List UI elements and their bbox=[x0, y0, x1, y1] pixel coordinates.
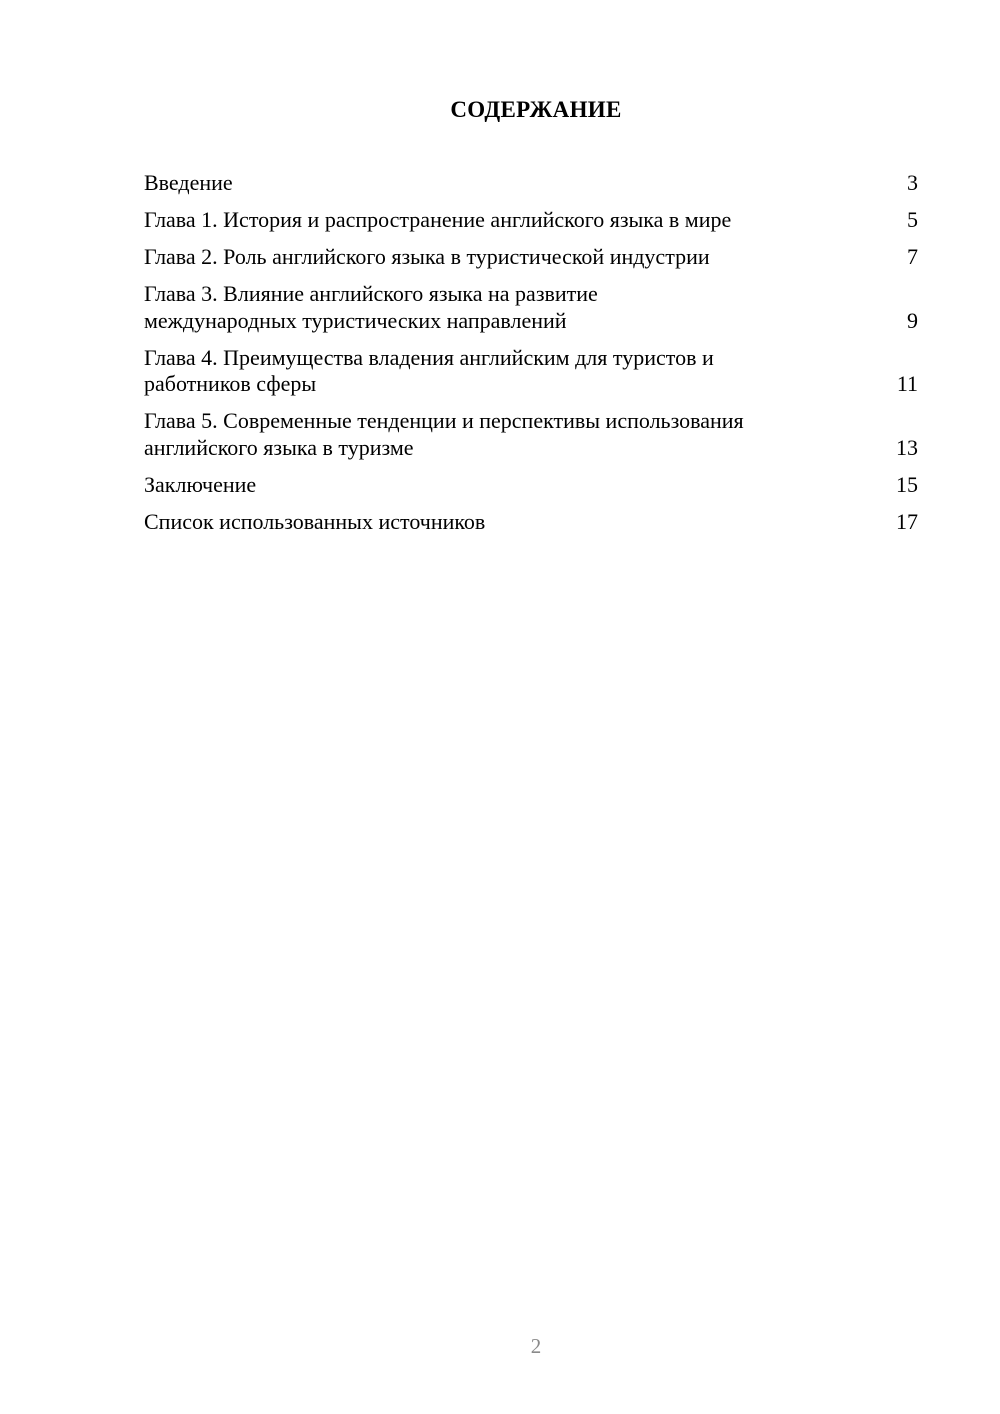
toc-entry-page: 15 bbox=[896, 471, 918, 497]
toc-entry-text: Введение bbox=[144, 170, 233, 195]
toc-entry-text: Глава 1. История и распространение английского языка в мире bbox=[144, 207, 732, 232]
toc-entry-chapter-1 bbox=[144, 207, 918, 234]
table-of-contents bbox=[144, 170, 918, 546]
toc-entry-chapter-5 bbox=[144, 408, 918, 461]
toc-entry-text: Глава 4. Преимущества владения английским для туристов и работников сферы bbox=[144, 344, 714, 396]
toc-entry-text: Список использованных источников bbox=[144, 508, 486, 534]
toc-entry-chapter-4 bbox=[144, 345, 918, 398]
toc-entry-text: Глава 2. Роль английского языка в туристической индустрии bbox=[144, 244, 710, 269]
toc-entry-text: Глава 3. Влияние английского языка на развитие международных туристических направлений bbox=[144, 281, 598, 333]
toc-entry-page: 13 bbox=[896, 434, 918, 460]
toc-entry-page: 11 bbox=[896, 371, 918, 396]
toc-entry-text: Заключение bbox=[144, 471, 257, 497]
toc-entry-conclusion bbox=[144, 472, 918, 499]
toc-entry-introduction bbox=[144, 170, 918, 197]
toc-title: СОДЕРЖАНИЕ bbox=[450, 97, 622, 122]
page-number: 2 bbox=[530, 1334, 542, 1358]
toc-entry-page: 5 bbox=[907, 207, 918, 232]
toc-entry-page: 9 bbox=[907, 307, 918, 333]
toc-entry-page: 3 bbox=[907, 170, 918, 195]
toc-entry-chapter-2 bbox=[144, 244, 918, 271]
toc-entry-references bbox=[144, 509, 918, 536]
toc-entry-page: 7 bbox=[907, 244, 918, 269]
toc-entry-chapter-3 bbox=[144, 281, 918, 334]
toc-entry-text: Глава 5. Современные тенденции и перспективы использования английского языка в туризме bbox=[144, 408, 744, 460]
toc-entry-page: 17 bbox=[896, 508, 918, 534]
